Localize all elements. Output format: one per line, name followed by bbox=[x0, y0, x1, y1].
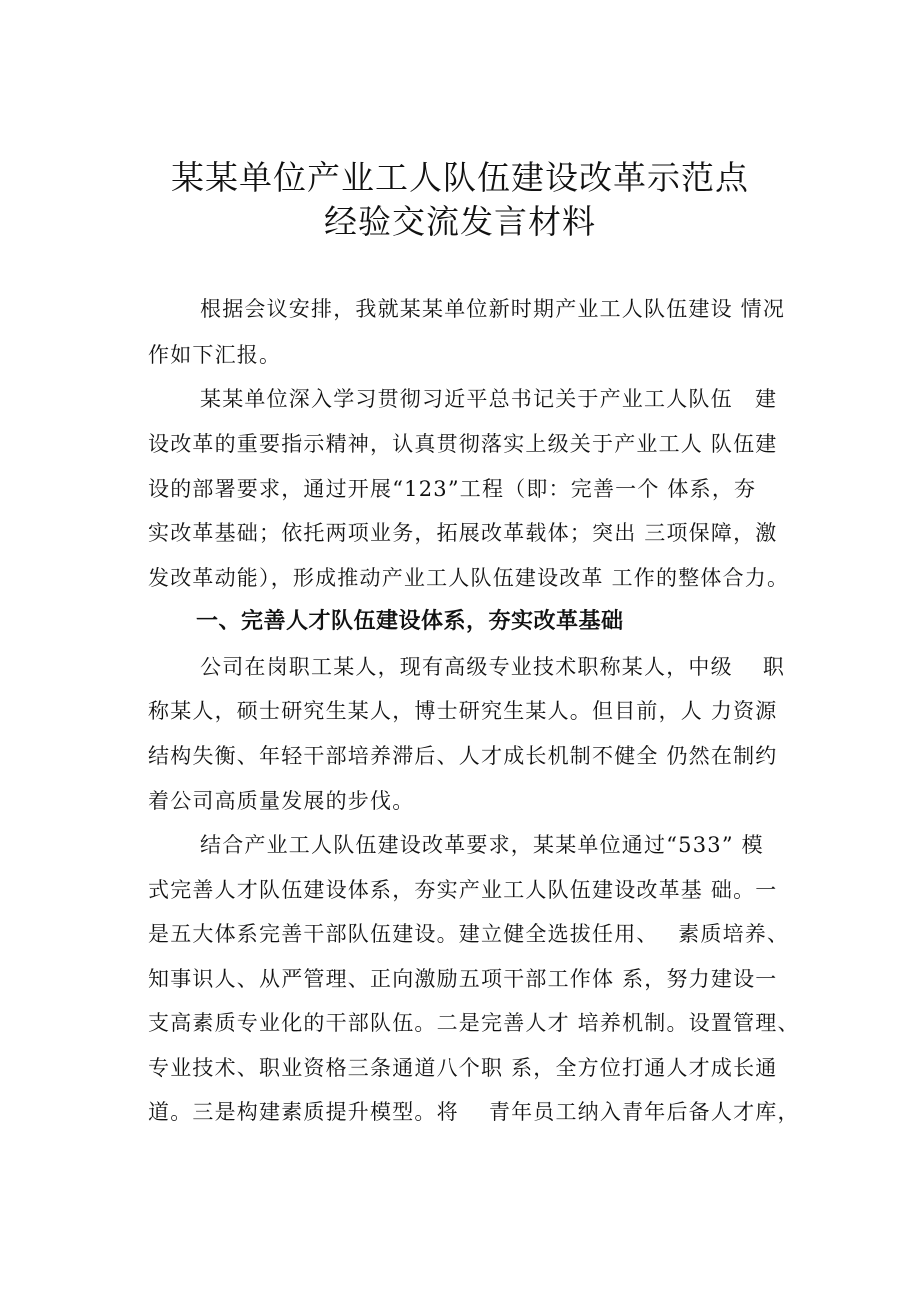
paragraph-line: 公司在岗职工某人，现有高级专业技术职称某人，中级 职 bbox=[200, 655, 786, 679]
paragraph-line: 支高素质专业化的干部队伍。二是完善人才 培养机制。设置管理、 bbox=[148, 1011, 800, 1035]
paragraph-line: 着公司高质量发展的步伐。 bbox=[148, 789, 415, 813]
section-heading: 一、完善人才队伍建设体系，夯实改革基础 bbox=[196, 609, 624, 634]
paragraph-line: 式完善人才队伍建设体系，夯实产业工人队伍建设改革基 础。一 bbox=[148, 878, 778, 902]
document-title-line1: 某某单位产业工人队伍建设改革示范点 bbox=[171, 158, 749, 197]
paragraph-line: 称某人，硕士研究生某人，博士研究生某人。但目前，人 力资源 bbox=[148, 699, 778, 723]
paragraph-line: 某某单位深入学习贯彻习近平总书记关于产业工人队伍 建 bbox=[200, 387, 778, 411]
paragraph-line: 实改革基础；依托两项业务，拓展改革载体；突出 三项保障，激 bbox=[148, 521, 778, 545]
paragraph-line: 作如下汇报。 bbox=[148, 343, 282, 367]
paragraph-line: 专业技术、职业资格三条通道八个职 系，全方位打通人才成长通 bbox=[148, 1056, 778, 1080]
paragraph-line: 结合产业工人队伍建设改革要求，某某单位通过“533” 模 bbox=[200, 833, 764, 857]
paragraph-line: 设的部署要求，通过开展“123”工程（即：完善一个 体系，夯 bbox=[148, 477, 757, 501]
paragraph-line: 道。三是构建素质提升模型。将 青年员工纳入青年后备人才库， bbox=[148, 1100, 800, 1124]
paragraph-line: 根据会议安排，我就某某单位新时期产业工人队伍建设 情况 bbox=[200, 297, 786, 321]
paragraph-line: 发改革动能），形成推动产业工人队伍建设改革 工作的整体合力。 bbox=[148, 566, 790, 590]
paragraph-line: 是五大体系完善干部队伍建设。建立健全选拔任用、 素质培养、 bbox=[148, 922, 790, 946]
paragraph-line: 设改革的重要指示精神，认真贯彻落实上级关于产业工人 队伍建 bbox=[148, 432, 778, 456]
paragraph-line: 知事识人、从严管理、正向激励五项干部工作体 系，努力建设一 bbox=[148, 967, 778, 991]
paragraph-line: 结构失衡、年轻干部培养滞后、人才成长机制不健全 仍然在制约 bbox=[148, 744, 778, 768]
document-title-line2: 经验交流发言材料 bbox=[324, 202, 596, 241]
